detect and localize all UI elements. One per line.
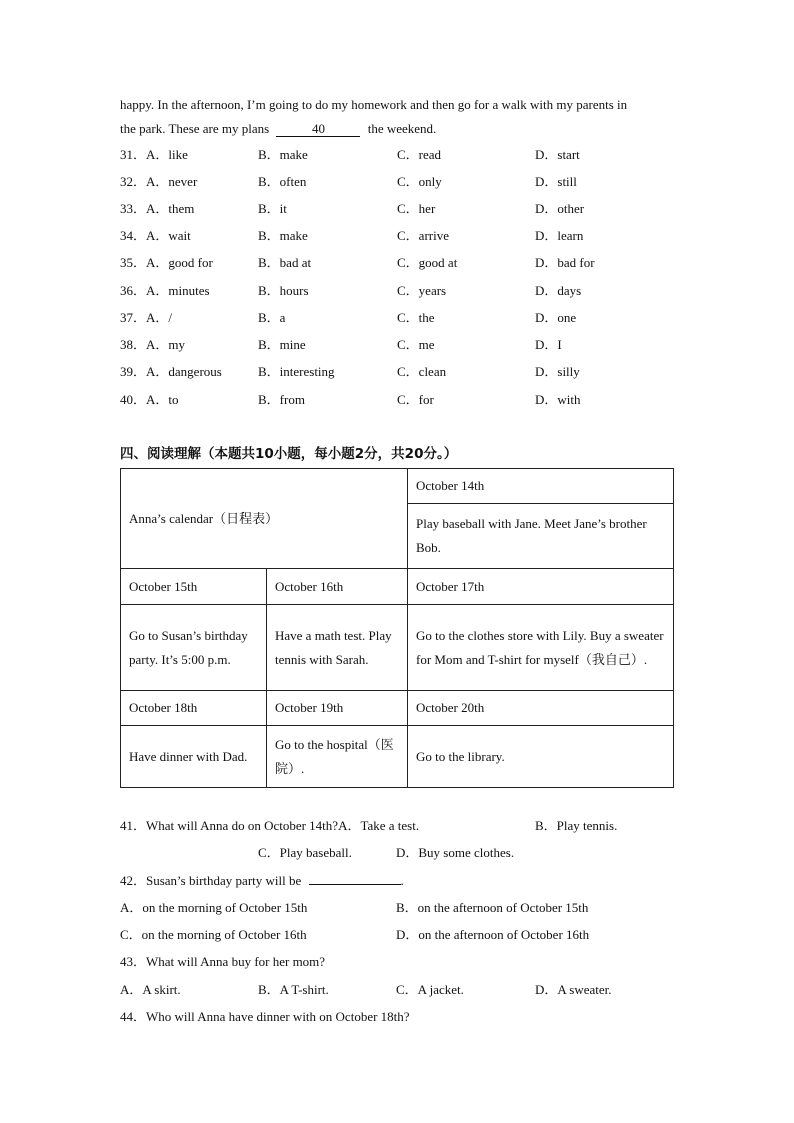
calendar-table <box>120 468 674 788</box>
option-a: 36．A．minutes <box>120 283 210 298</box>
option-d: D．silly <box>535 364 580 379</box>
option-b: B．bad at <box>258 255 312 270</box>
question-42-stem <box>120 873 404 889</box>
option-d: D．still <box>535 174 577 189</box>
option-c: C．arrive <box>397 228 449 243</box>
option-d: D．learn <box>535 228 584 243</box>
option-d: D．I <box>535 337 562 352</box>
option-a: 32．A．never <box>120 174 198 189</box>
question-42-text: 42．Susan’s birthday party will be <box>120 873 302 888</box>
option-b: B．a <box>258 310 286 325</box>
option-row <box>120 201 720 217</box>
option-b: B．it <box>258 201 287 216</box>
date-cell-oct18: October 18th <box>121 691 267 726</box>
plan-cell-oct17: Go to the clothes store with Lily. Buy a sweater for Mom and T-shirt for myself（我自己）. <box>408 605 674 691</box>
option-b: B．interesting <box>258 364 335 379</box>
option-d: D．other <box>535 201 585 216</box>
option-a: 39．A．dangerous <box>120 364 222 379</box>
option-a: 40．A．to <box>120 392 179 407</box>
option-row <box>120 364 720 380</box>
option-c: C．years <box>397 283 447 298</box>
option-a: 35．A．good for <box>120 255 213 270</box>
option-row <box>120 337 720 353</box>
question-43-stem: 43．What will Anna buy for her mom? <box>120 954 326 969</box>
question-41-stem: 41．What will Anna do on October 14th?A．Take a test. <box>120 818 420 833</box>
passage-line-2 <box>120 121 436 137</box>
question-43-option-c: C．A jacket. <box>396 982 464 997</box>
question-43-option-d: D．A sweater. <box>535 982 612 997</box>
question-41-option-d: D．Buy some clothes. <box>396 845 515 860</box>
option-c: C．read <box>397 147 442 162</box>
plan-cell-oct18: Have dinner with Dad. <box>121 726 267 788</box>
option-row <box>120 228 720 244</box>
section-heading-reading: 四、阅读理解（本题共10小题，每小题2分，共20分。） <box>120 446 458 462</box>
passage-line-1: happy. In the afternoon, I’m going to do my homework and then go for a walk with my parents in <box>120 97 628 112</box>
option-b: B．make <box>258 228 308 243</box>
option-a: 31．A．like <box>120 147 188 162</box>
date-cell-oct16: October 16th <box>267 569 408 605</box>
option-c: C．for <box>397 392 434 407</box>
option-c: C．me <box>397 337 435 352</box>
option-a: 37．A．/ <box>120 310 173 325</box>
option-d: D．start <box>535 147 580 162</box>
option-row <box>120 310 720 326</box>
date-cell-oct14: October 14th <box>408 469 674 504</box>
passage-line-2-after: the weekend. <box>367 121 437 136</box>
calendar-title: Anna’s calendar（日程表） <box>121 469 408 569</box>
question-42-option-b: B．on the afternoon of October 15th <box>396 900 589 915</box>
option-row <box>120 392 720 408</box>
option-b: B．often <box>258 174 307 189</box>
option-d: D．bad for <box>535 255 595 270</box>
passage-line-2-before: the park. These are my plans <box>120 121 270 136</box>
question-42-option-a: A．on the morning of October 15th <box>120 900 308 915</box>
option-b: B．mine <box>258 337 306 352</box>
option-c: C．the <box>397 310 435 325</box>
plan-cell-oct19: Go to the hospital（医院）. <box>267 726 408 788</box>
question-44-stem: 44．Who will Anna have dinner with on October 18th? <box>120 1009 410 1024</box>
date-cell-oct19: October 19th <box>267 691 408 726</box>
plan-cell-oct15: Go to Susan’s birthday party. It’s 5:00 p.m. <box>121 605 267 691</box>
option-row <box>120 174 720 190</box>
option-b: B．hours <box>258 283 309 298</box>
plan-cell-oct16: Have a math test. Play tennis with Sarah. <box>267 605 408 691</box>
question-41-option-c: C．Play baseball. <box>258 845 352 860</box>
option-c: C．clean <box>397 364 447 379</box>
answer-blank <box>309 884 401 885</box>
option-d: D．with <box>535 392 581 407</box>
date-cell-oct20: October 20th <box>408 691 674 726</box>
date-cell-oct17: October 17th <box>408 569 674 605</box>
option-a: 34．A．wait <box>120 228 191 243</box>
option-b: B．from <box>258 392 305 407</box>
option-row <box>120 283 720 299</box>
blank-40: 40 <box>276 122 360 137</box>
option-c: C．good at <box>397 255 458 270</box>
option-row <box>120 147 720 163</box>
question-43-option-b: B．A T-shirt. <box>258 982 329 997</box>
option-d: D．days <box>535 283 582 298</box>
option-row <box>120 255 720 271</box>
option-c: C．her <box>397 201 436 216</box>
option-a: 33．A．them <box>120 201 195 216</box>
option-b: B．make <box>258 147 308 162</box>
question-43-option-a: A．A skirt. <box>120 982 181 997</box>
date-cell-oct15: October 15th <box>121 569 267 605</box>
option-a: 38．A．my <box>120 337 186 352</box>
option-d: D．one <box>535 310 577 325</box>
plan-cell-oct20: Go to the library. <box>408 726 674 788</box>
plan-cell-oct14: Play baseball with Jane. Meet Jane’s brother Bob. <box>408 504 674 569</box>
option-c: C．only <box>397 174 442 189</box>
question-42-tail: . <box>400 873 404 888</box>
question-41-option-b: B．Play tennis. <box>535 818 618 833</box>
question-42-option-c: C．on the morning of October 16th <box>120 927 307 942</box>
question-42-option-d: D．on the afternoon of October 16th <box>396 927 590 942</box>
